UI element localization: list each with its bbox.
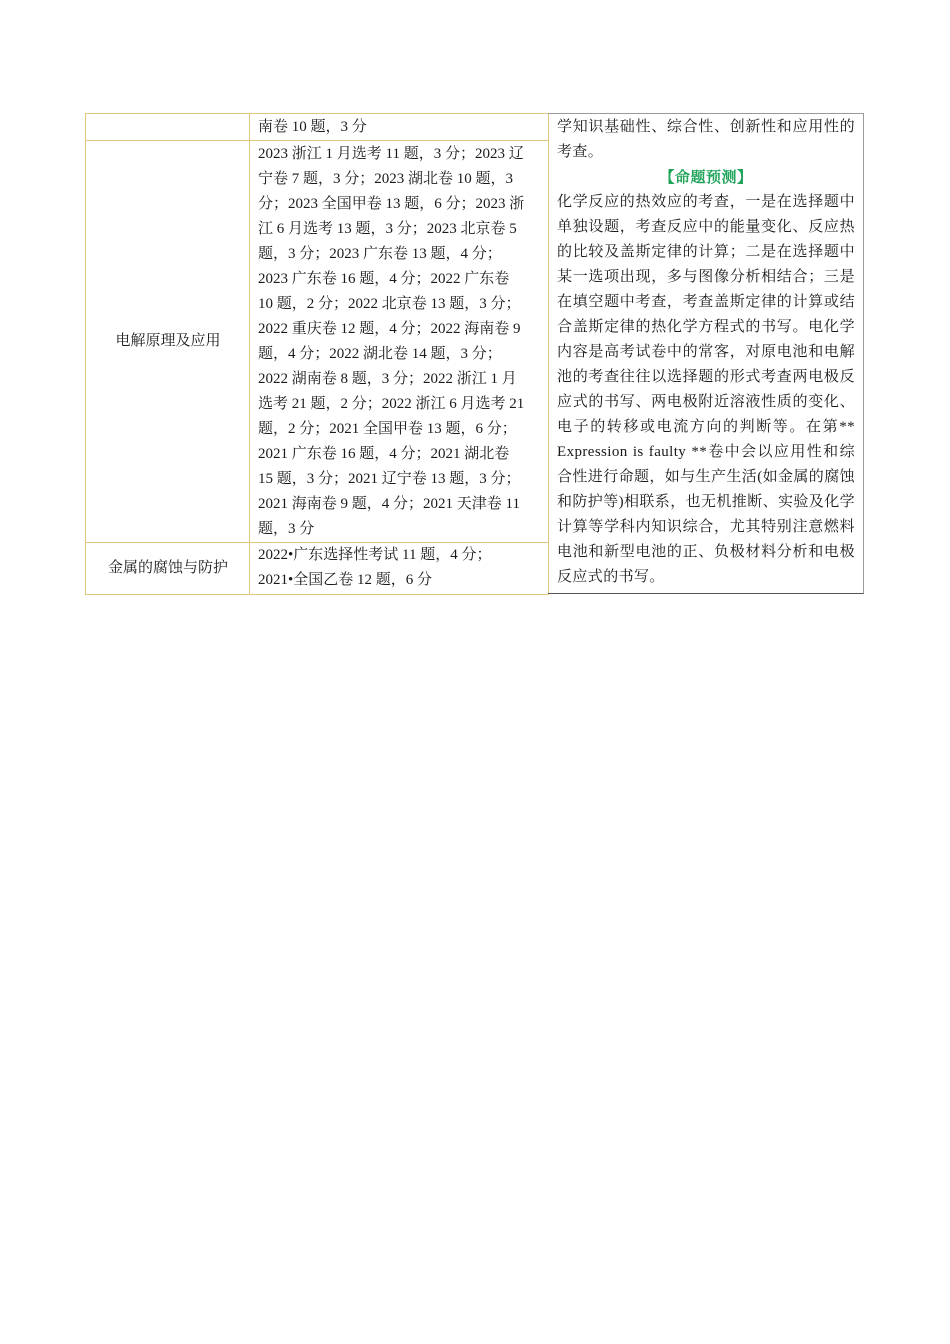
papers-line: 15 题，3 分；2021 辽宁卷 13 题，3 分；: [258, 471, 521, 487]
papers-line: 2023 浙江 1 月选考 11 题，3 分；2023 辽: [258, 146, 524, 162]
prediction-body: 化学反应的热效应的考查，一是在选择题中单独设题，考查反应中的能量变化、反应热的比较及盖斯定律的计算；二是在选择题中某一选项出现，多与图像分析相结合；三是在填空题中考查，考查盖斯定律的计算或结合盖斯定律的热化学方程式的书写。电化学内容是高考试卷中的常客，对原电池和电解池的考查往往以选择题的形式考查两电极反应式的书写、两电极附近溶液性质的变化、电子的转移或电流方向的判断等。在第** Expression is faulty **卷中会以应用性和综合性进行命题，如与生产生活(如金属的腐蚀和防护等)相联系，也无机推断、实验及化学计算等学科内知识综合，尤其特别注意燃料电池和新型电池的正、负极材料分析和电极反应式的书写。: [557, 194, 855, 585]
papers-cell-electrolysis: [249, 140, 549, 543]
prediction-heading: 【命题预测】: [659, 169, 753, 186]
papers-line: 江 6 月选考 13 题，3 分；2023 北京卷 5: [258, 221, 517, 237]
papers-line: 2022•广东选择性考试 11 题，4 分；: [258, 547, 492, 563]
papers-line: 10 题，2 分；2022 北京卷 13 题，3 分；: [258, 296, 521, 312]
papers-line: 2022 重庆卷 12 题，4 分；2022 海南卷 9: [258, 321, 521, 337]
topic-cell-electrolysis: [85, 140, 250, 543]
papers-line: 2021 海南卷 9 题，4 分；2021 天津卷 11: [258, 496, 520, 512]
papers-line: 分；2023 全国甲卷 13 题，6 分；2023 浙: [258, 196, 525, 212]
papers-line: 选考 21 题，2 分；2022 浙江 6 月选考 21: [258, 396, 525, 412]
analysis-cell: [548, 113, 864, 594]
papers-line: 题，2 分；2021 全国甲卷 13 题，6 分；: [258, 421, 517, 437]
papers-line: 题，4 分；2022 湖北卷 14 题，3 分；: [258, 346, 502, 362]
papers-line: 题，3 分；2023 广东卷 13 题，4 分；: [258, 246, 502, 262]
topic-label: 金属的腐蚀与防护: [107, 560, 228, 576]
papers-line: 2022 湖南卷 8 题，3 分；2022 浙江 1 月: [258, 371, 517, 387]
analysis-intro: 学知识基础性、综合性、创新性和应用性的考查。: [557, 119, 855, 160]
papers-cell-continued: [249, 113, 549, 141]
topic-label: 电解原理及应用: [115, 333, 221, 349]
papers-cell-corrosion: [249, 542, 549, 595]
papers-line: 南卷 10 题，3 分: [258, 119, 367, 135]
papers-line: 宁卷 7 题，3 分；2023 湖北卷 10 题，3: [258, 171, 514, 187]
papers-line: 2023 广东卷 16 题，4 分；2022 广东卷: [258, 271, 510, 287]
papers-line: 2021•全国乙卷 12 题，6 分: [258, 572, 433, 588]
papers-line: 2021 广东卷 16 题，4 分；2021 湖北卷: [258, 446, 510, 462]
topic-cell-corrosion: [85, 542, 250, 595]
topic-cell-continued: [85, 113, 250, 141]
papers-line: 题，3 分: [258, 521, 315, 537]
